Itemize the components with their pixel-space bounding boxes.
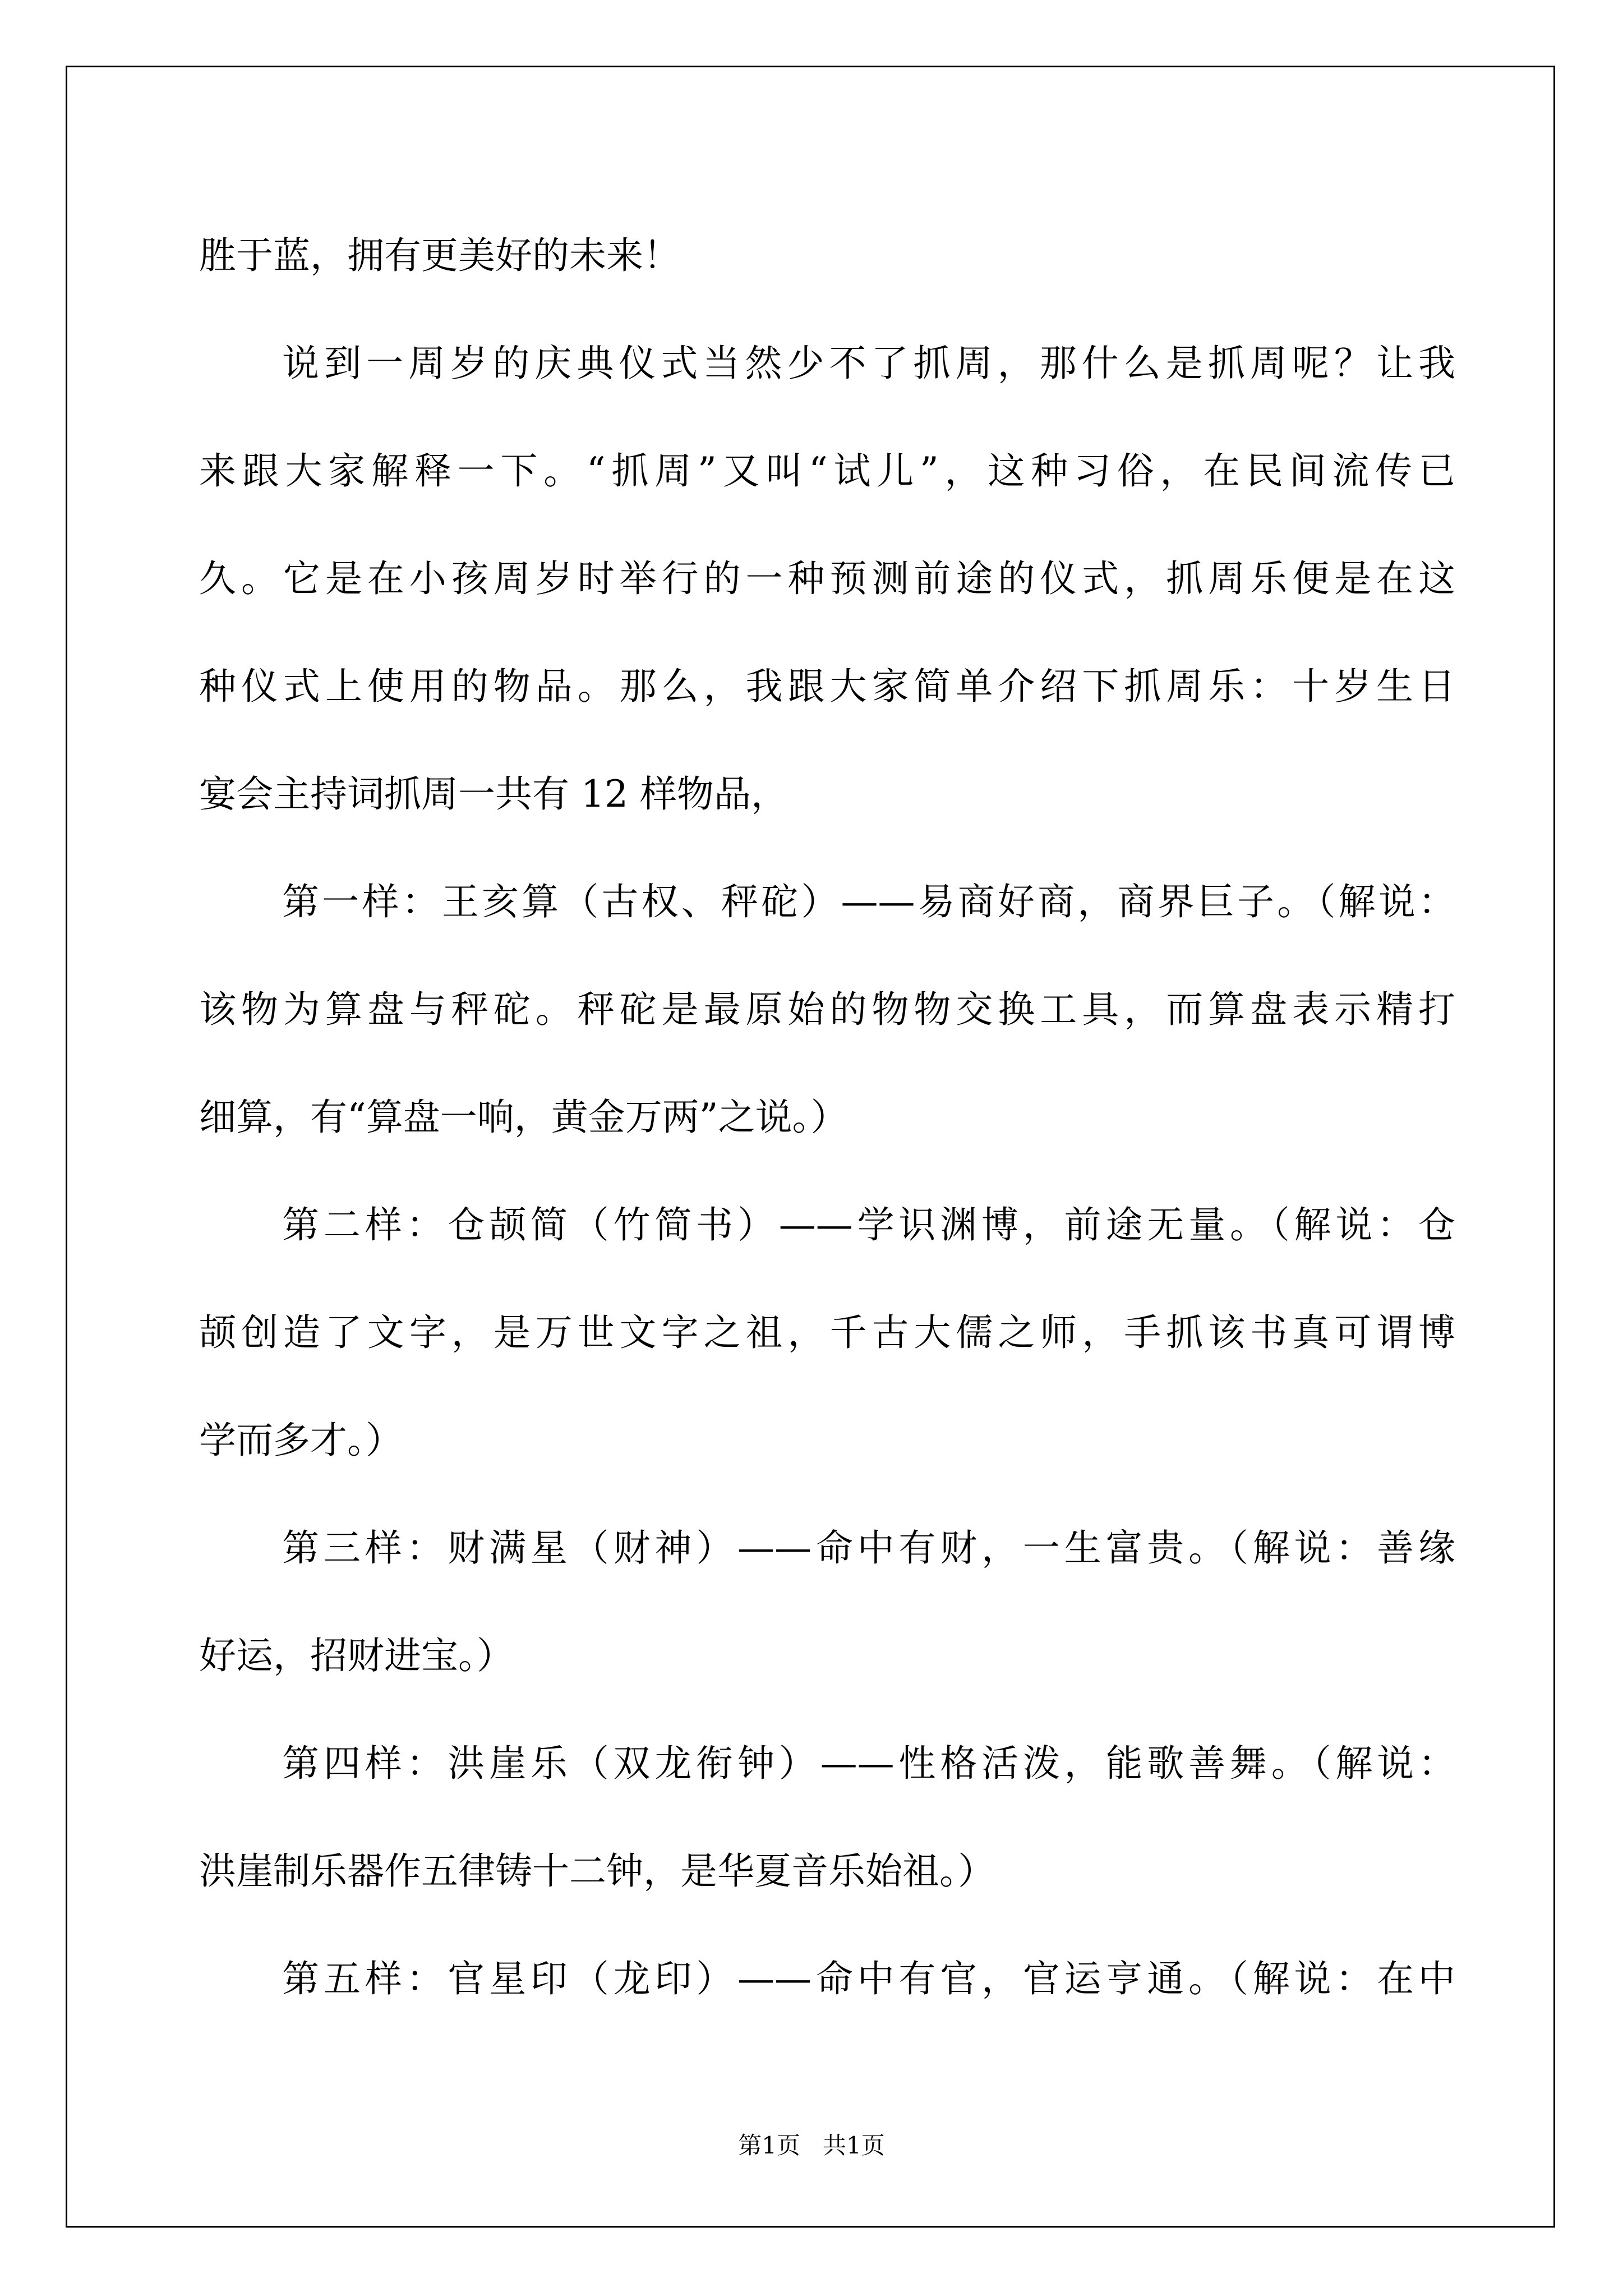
text-line: 来跟大家解释一下。“抓周”又叫“试儿”，这种习俗，在民间流传已	[199, 449, 1455, 493]
text-line: 第三样：财满星（财神）——命中有财，一生富贵。（解说：善缘	[282, 1526, 1455, 1570]
text-line: 颉创造了文字，是万世文字之祖，千古大儒之师，手抓该书真可谓博	[199, 1311, 1455, 1354]
paragraph-5	[199, 1494, 1455, 1710]
text-line: 学而多才。）	[199, 1419, 403, 1462]
text-line: 好运，招财进宝。）	[199, 1634, 514, 1677]
text-line: 宴会主持词抓周一共有 12 样物品，	[199, 772, 788, 816]
paragraph-1	[199, 202, 1455, 310]
document-body	[199, 202, 1455, 2033]
footer-spacer	[800, 2132, 823, 2159]
text-line: 第五样：官星印（龙印）——命中有官，官运亨通。（解说：在中	[282, 1957, 1455, 2000]
paragraph-7	[199, 1925, 1455, 2033]
text-line: 说到一周岁的庆典仪式当然少不了抓周，那什么是抓周呢？让我	[282, 342, 1455, 385]
paragraph-2	[199, 310, 1455, 848]
page-number: 第1页	[738, 2132, 800, 2159]
text-line: 该物为算盘与秤砣。秤砣是最原始的物物交换工具，而算盘表示精打	[199, 988, 1455, 1031]
paragraph-3	[199, 848, 1455, 1171]
text-line: 洪崖制乐器作五律铸十二钟，是华夏音乐始祖。）	[199, 1849, 995, 1893]
page-total: 共1页	[823, 2132, 885, 2159]
page-footer	[0, 2127, 1623, 2161]
text-line: 久。它是在小孩周岁时举行的一种预测前途的仪式，抓周乐便是在这	[199, 557, 1455, 600]
text-line: 种仪式上使用的物品。那么，我跟大家简单介绍下抓周乐：十岁生日	[199, 665, 1455, 708]
paragraph-4	[199, 1171, 1455, 1494]
text-line: 胜于蓝，拥有更美好的未来！	[199, 234, 680, 277]
text-line: 第二样：仓颉简（竹简书）——学识渊博，前途无量。（解说：仓	[282, 1203, 1455, 1246]
text-line: 细算，有“算盘一响，黄金万两”之说。）	[199, 1096, 848, 1139]
text-line: 第四样：洪崖乐（双龙衔钟）——性格活泼，能歌善舞。（解说：	[282, 1742, 1455, 1785]
text-line: 第一样：王亥算（古权、秤砣）——易商好商，商界巨子。（解说：	[282, 880, 1455, 923]
paragraph-6	[199, 1710, 1455, 1925]
